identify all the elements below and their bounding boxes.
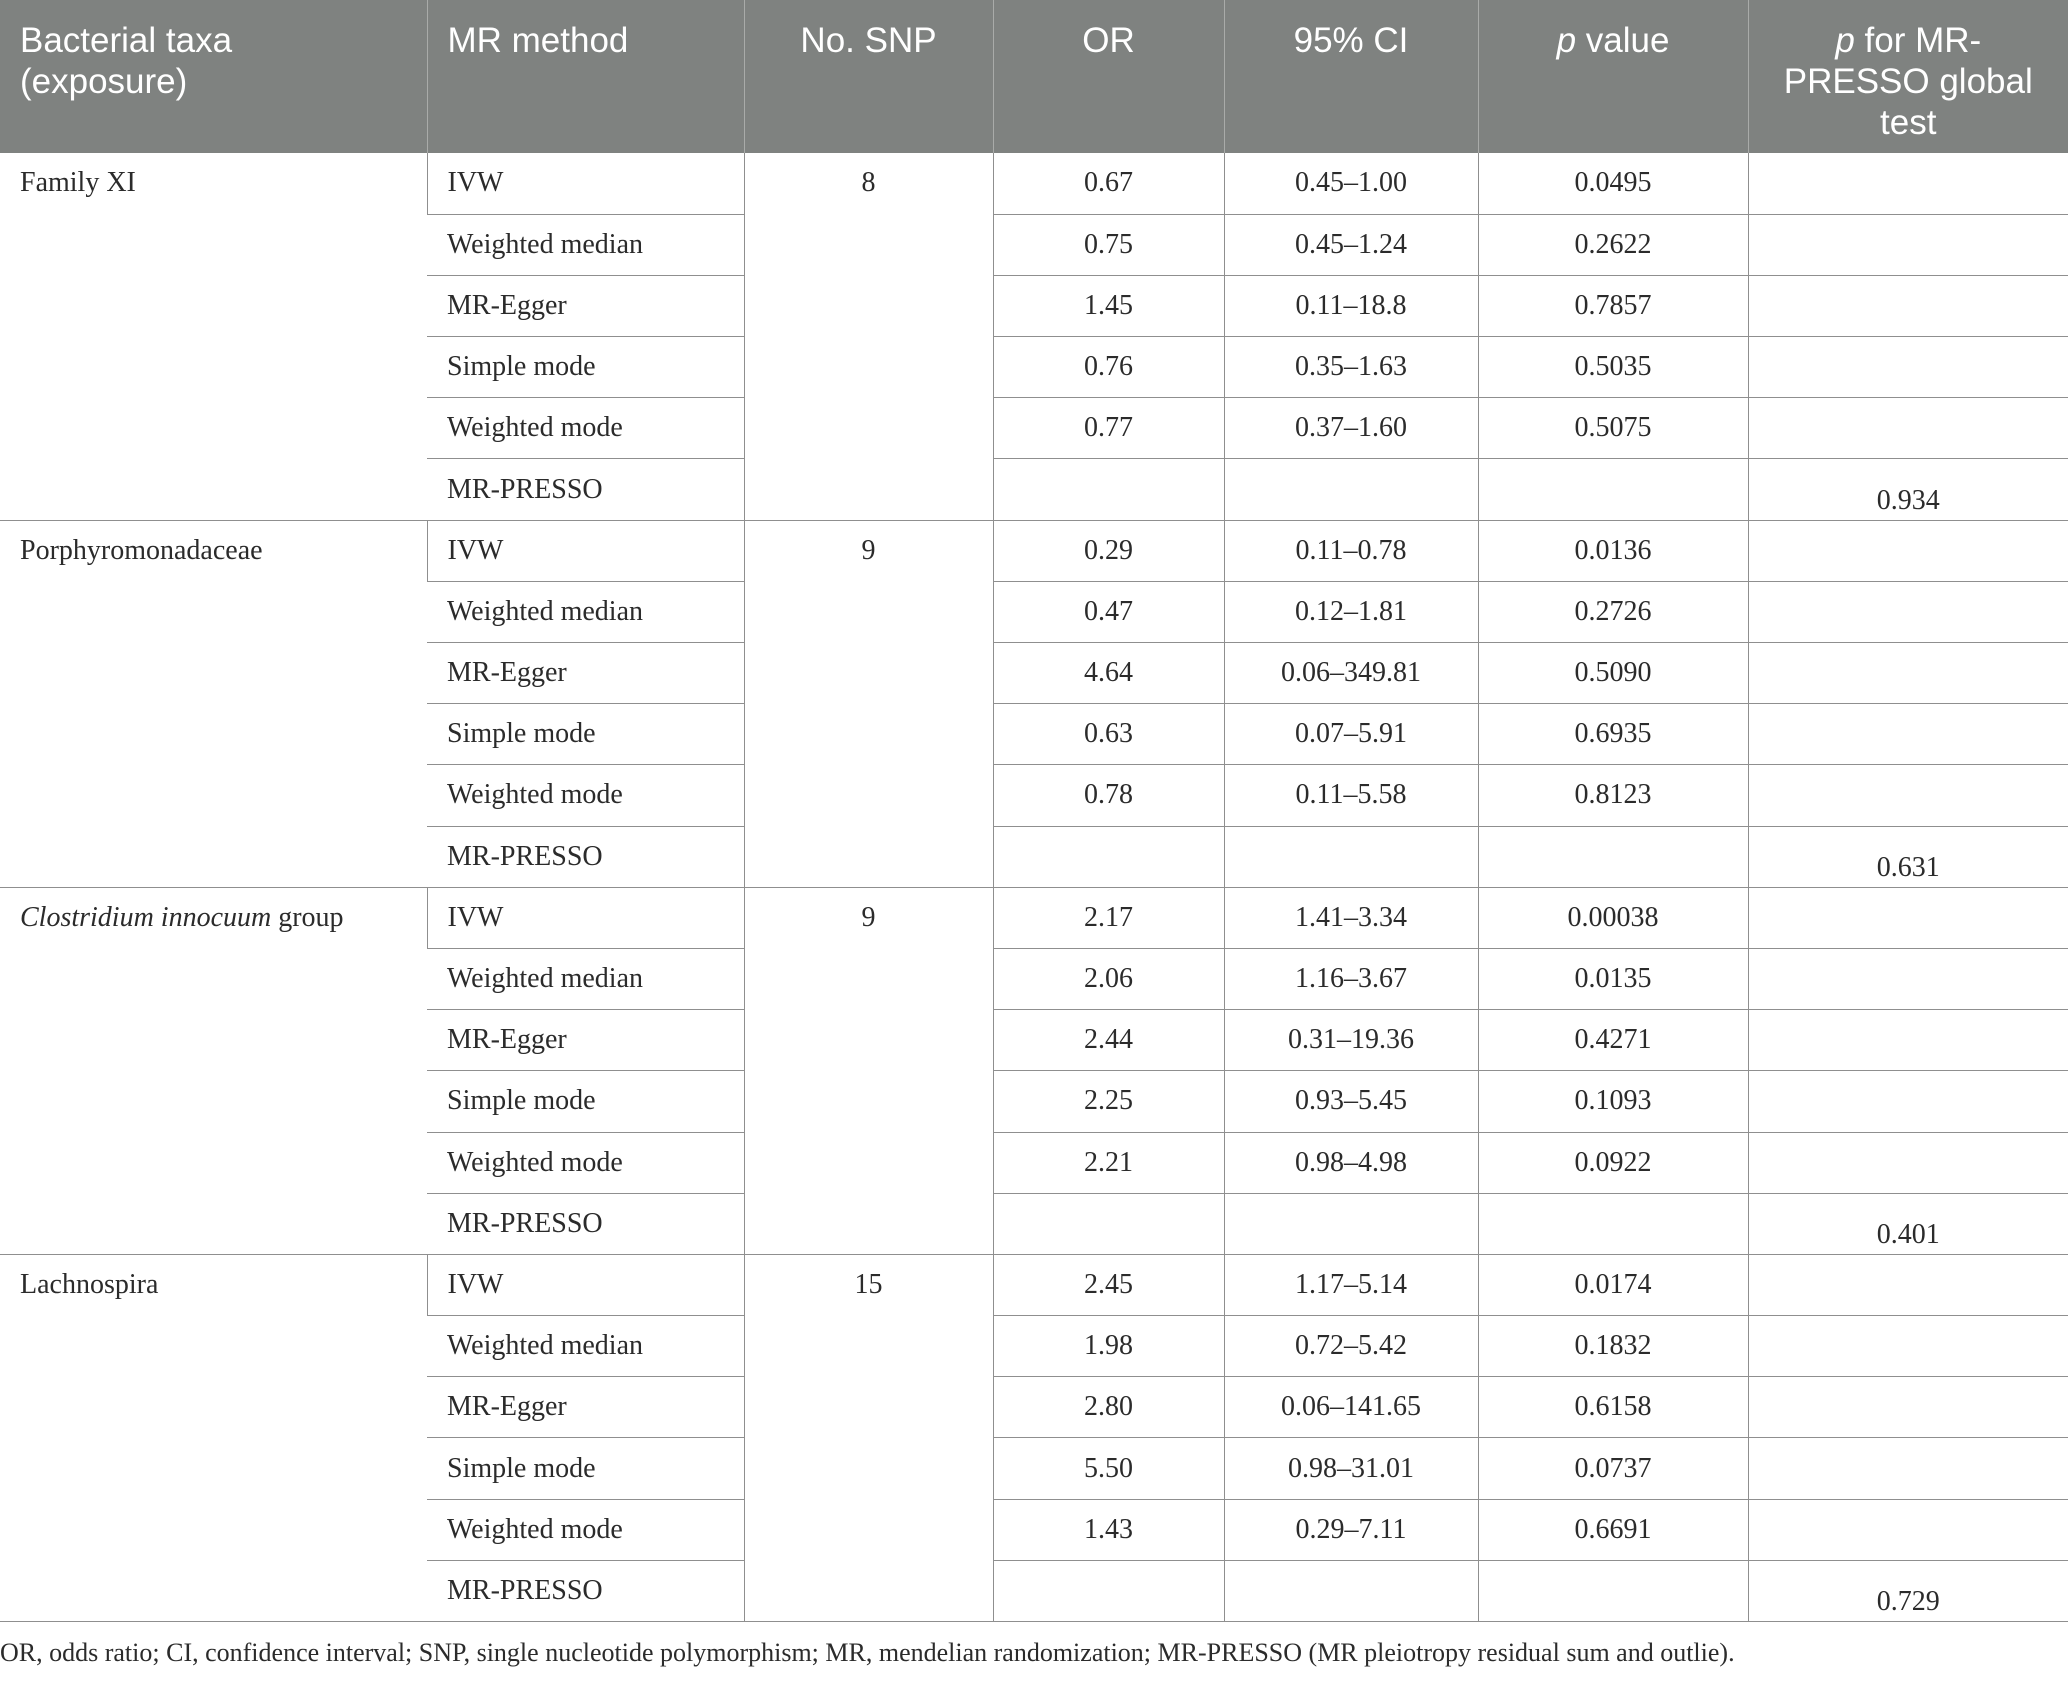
ci-cell: 0.72–5.42 xyxy=(1224,1316,1478,1377)
ci-cell xyxy=(1224,1193,1478,1254)
method-cell: Weighted mode xyxy=(427,398,744,459)
method-cell: MR-PRESSO xyxy=(427,459,744,520)
p-cell: 0.0922 xyxy=(1478,1132,1748,1193)
global-cell xyxy=(1748,520,2068,581)
method-cell: IVW xyxy=(427,1254,744,1315)
p-cell: 0.0737 xyxy=(1478,1438,1748,1499)
global-cell xyxy=(1748,337,2068,398)
method-cell: Weighted mode xyxy=(427,1132,744,1193)
method-cell: Simple mode xyxy=(427,704,744,765)
or-cell: 2.44 xyxy=(993,1010,1224,1071)
or-cell: 2.80 xyxy=(993,1377,1224,1438)
header-global-test xyxy=(1748,0,2068,153)
or-cell: 2.25 xyxy=(993,1071,1224,1132)
ci-cell xyxy=(1224,459,1478,520)
p-cell: 0.00038 xyxy=(1478,887,1748,948)
header-ci: 95% CI xyxy=(1224,0,1478,153)
or-cell xyxy=(993,826,1224,887)
global-cell: 0.934 xyxy=(1748,459,2068,520)
p-cell xyxy=(1478,1560,1748,1621)
p-cell: 0.7857 xyxy=(1478,275,1748,336)
global-cell xyxy=(1748,1010,2068,1071)
ci-cell: 0.98–31.01 xyxy=(1224,1438,1478,1499)
or-cell: 2.45 xyxy=(993,1254,1224,1315)
global-cell xyxy=(1748,765,2068,826)
header-global-italic: p xyxy=(1835,21,1855,60)
header-p-rest: value xyxy=(1576,21,1670,60)
global-cell: 0.729 xyxy=(1748,1560,2068,1621)
global-cell xyxy=(1748,153,2068,214)
global-cell xyxy=(1748,1254,2068,1315)
global-cell xyxy=(1748,1071,2068,1132)
table-body xyxy=(0,153,2068,1622)
taxa-italic: Clostridium innocuum xyxy=(20,901,272,933)
method-cell: Weighted median xyxy=(427,1316,744,1377)
global-cell: 0.401 xyxy=(1748,1193,2068,1254)
header-or: OR xyxy=(993,0,1224,153)
method-cell: Simple mode xyxy=(427,1438,744,1499)
or-cell: 1.98 xyxy=(993,1316,1224,1377)
ci-cell: 0.06–141.65 xyxy=(1224,1377,1478,1438)
method-cell: Simple mode xyxy=(427,1071,744,1132)
taxa-name: group xyxy=(271,901,344,933)
ci-cell: 0.98–4.98 xyxy=(1224,1132,1478,1193)
p-cell: 0.8123 xyxy=(1478,765,1748,826)
global-cell xyxy=(1748,643,2068,704)
ci-cell: 0.11–18.8 xyxy=(1224,275,1478,336)
table-header xyxy=(0,0,2068,153)
method-cell: MR-Egger xyxy=(427,275,744,336)
global-cell xyxy=(1748,214,2068,275)
global-cell xyxy=(1748,887,2068,948)
global-cell xyxy=(1748,275,2068,336)
p-cell: 0.0495 xyxy=(1478,153,1748,214)
taxa-name: Porphyromonadaceae xyxy=(20,534,263,566)
header-p-italic: p xyxy=(1556,21,1577,60)
global-cell xyxy=(1748,1316,2068,1377)
ci-cell: 0.06–349.81 xyxy=(1224,643,1478,704)
method-cell: IVW xyxy=(427,887,744,948)
global-cell xyxy=(1748,704,2068,765)
table-row xyxy=(0,1254,2068,1315)
or-cell xyxy=(993,459,1224,520)
global-cell xyxy=(1748,948,2068,1009)
p-cell: 0.1832 xyxy=(1478,1316,1748,1377)
table-footnote: OR, odds ratio; CI, confidence interval; SNP, single nucleotide polymorphism; MR, mendelian randomization; MR-PRESSO (MR pleiotropy residual sum and outlie). xyxy=(0,1638,1735,1667)
or-cell: 0.76 xyxy=(993,337,1224,398)
taxa-name: Family XI xyxy=(20,167,136,198)
ci-cell xyxy=(1224,1560,1478,1621)
method-cell: Weighted median xyxy=(427,214,744,275)
method-cell: MR-Egger xyxy=(427,643,744,704)
method-cell: IVW xyxy=(427,520,744,581)
p-cell: 0.2622 xyxy=(1478,214,1748,275)
or-cell xyxy=(993,1560,1224,1621)
ci-cell xyxy=(1224,826,1478,887)
p-cell: 0.2726 xyxy=(1478,581,1748,642)
p-cell: 0.6691 xyxy=(1478,1499,1748,1560)
global-cell xyxy=(1748,581,2068,642)
taxa-cell xyxy=(0,887,427,1254)
or-cell: 1.43 xyxy=(993,1499,1224,1560)
ci-cell: 0.11–0.78 xyxy=(1224,520,1478,581)
method-cell: Weighted mode xyxy=(427,1499,744,1560)
or-cell: 0.47 xyxy=(993,581,1224,642)
taxa-cell xyxy=(0,520,427,887)
table-row xyxy=(0,153,2068,214)
or-cell: 2.17 xyxy=(993,887,1224,948)
method-cell: MR-PRESSO xyxy=(427,1560,744,1621)
header-method: MR method xyxy=(427,0,744,153)
p-cell: 0.5090 xyxy=(1478,643,1748,704)
header-global-rest: for MR-PRESSO global test xyxy=(1783,21,2033,142)
ci-cell: 0.45–1.24 xyxy=(1224,214,1478,275)
or-cell: 5.50 xyxy=(993,1438,1224,1499)
p-cell: 0.6158 xyxy=(1478,1377,1748,1438)
global-cell xyxy=(1748,398,2068,459)
ci-cell: 0.29–7.11 xyxy=(1224,1499,1478,1560)
or-cell: 4.64 xyxy=(993,643,1224,704)
or-cell: 0.78 xyxy=(993,765,1224,826)
header-row xyxy=(0,0,2068,153)
p-cell: 0.0174 xyxy=(1478,1254,1748,1315)
method-cell: MR-Egger xyxy=(427,1377,744,1438)
ci-cell: 0.93–5.45 xyxy=(1224,1071,1478,1132)
ci-cell: 0.37–1.60 xyxy=(1224,398,1478,459)
global-cell xyxy=(1748,1499,2068,1560)
snp-cell: 15 xyxy=(744,1254,993,1621)
or-cell: 0.29 xyxy=(993,520,1224,581)
method-cell: Weighted mode xyxy=(427,765,744,826)
p-cell: 0.0136 xyxy=(1478,520,1748,581)
method-cell: MR-PRESSO xyxy=(427,1193,744,1254)
ci-cell: 0.45–1.00 xyxy=(1224,153,1478,214)
p-cell: 0.5075 xyxy=(1478,398,1748,459)
p-cell xyxy=(1478,459,1748,520)
header-taxa: Bacterial taxa (exposure) xyxy=(0,0,427,153)
ci-cell: 0.07–5.91 xyxy=(1224,704,1478,765)
taxa-cell xyxy=(0,1254,427,1621)
ci-cell: 0.35–1.63 xyxy=(1224,337,1478,398)
table-row xyxy=(0,520,2068,581)
global-cell xyxy=(1748,1132,2068,1193)
snp-cell: 9 xyxy=(744,520,993,887)
or-cell: 1.45 xyxy=(993,275,1224,336)
ci-cell: 1.17–5.14 xyxy=(1224,1254,1478,1315)
ci-cell: 0.31–19.36 xyxy=(1224,1010,1478,1071)
or-cell: 0.63 xyxy=(993,704,1224,765)
global-cell xyxy=(1748,1438,2068,1499)
or-cell: 0.77 xyxy=(993,398,1224,459)
method-cell: Weighted median xyxy=(427,948,744,1009)
p-cell: 0.1093 xyxy=(1478,1071,1748,1132)
global-cell xyxy=(1748,1377,2068,1438)
or-cell: 2.21 xyxy=(993,1132,1224,1193)
snp-cell: 9 xyxy=(744,887,993,1254)
header-snp: No. SNP xyxy=(744,0,993,153)
p-cell xyxy=(1478,1193,1748,1254)
method-cell: MR-PRESSO xyxy=(427,826,744,887)
p-cell: 0.6935 xyxy=(1478,704,1748,765)
method-cell: IVW xyxy=(427,153,744,214)
method-cell: Simple mode xyxy=(427,337,744,398)
taxa-cell xyxy=(0,153,427,520)
p-cell: 0.5035 xyxy=(1478,337,1748,398)
p-cell: 0.4271 xyxy=(1478,1010,1748,1071)
snp-cell: 8 xyxy=(744,153,993,520)
p-cell: 0.0135 xyxy=(1478,948,1748,1009)
method-cell: Weighted median xyxy=(427,581,744,642)
p-cell xyxy=(1478,826,1748,887)
table-row xyxy=(0,887,2068,948)
or-cell: 2.06 xyxy=(993,948,1224,1009)
method-cell: MR-Egger xyxy=(427,1010,744,1071)
global-cell: 0.631 xyxy=(1748,826,2068,887)
ci-cell: 1.41–3.34 xyxy=(1224,887,1478,948)
header-p-value xyxy=(1478,0,1748,153)
ci-cell: 0.11–5.58 xyxy=(1224,765,1478,826)
or-cell: 0.67 xyxy=(993,153,1224,214)
or-cell: 0.75 xyxy=(993,214,1224,275)
taxa-name: Lachnospira xyxy=(20,1268,159,1300)
ci-cell: 0.12–1.81 xyxy=(1224,581,1478,642)
ci-cell: 1.16–3.67 xyxy=(1224,948,1478,1009)
or-cell xyxy=(993,1193,1224,1254)
